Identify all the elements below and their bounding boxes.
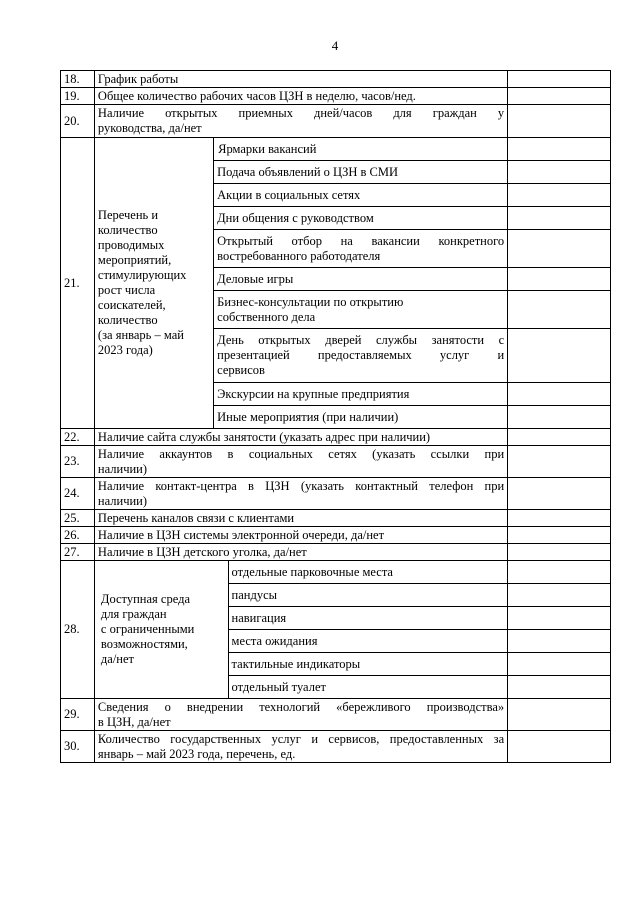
answer-cell[interactable] <box>508 446 611 478</box>
answer-cell[interactable] <box>508 230 611 268</box>
row-question: Наличие в ЦЗН детского уголка, да/нет <box>94 544 507 561</box>
answer-cell[interactable] <box>508 699 611 731</box>
question-line: в ЦЗН, да/нет <box>97 714 171 729</box>
table-row <box>61 105 611 138</box>
table-row <box>61 510 611 527</box>
row-question <box>94 731 507 763</box>
answer-cell[interactable] <box>508 383 611 406</box>
sub-item: Экскурсии на крупные предприятия <box>214 383 508 406</box>
row-question <box>94 105 507 138</box>
row-question: Перечень каналов связи с клиентами <box>94 510 507 527</box>
answer-cell[interactable] <box>508 731 611 763</box>
label-line: да/нет <box>100 652 135 666</box>
row-question <box>94 561 228 699</box>
answer-cell[interactable] <box>508 184 611 207</box>
table-row <box>61 478 611 510</box>
sub-item: Подача объявлений о ЦЗН в СМИ <box>214 161 508 184</box>
sub-item: Иные мероприятия (при наличии) <box>214 406 508 429</box>
sub-item: Деловые игры <box>214 268 508 291</box>
answer-cell[interactable] <box>508 584 611 607</box>
answer-cell[interactable] <box>508 207 611 230</box>
row-question: График работы <box>94 71 507 88</box>
sub-item: места ожидания <box>228 630 508 653</box>
row-number: 30. <box>61 731 95 763</box>
table-row <box>61 138 611 161</box>
answer-cell[interactable] <box>508 268 611 291</box>
label-line: с ограниченными <box>100 622 195 636</box>
answer-cell[interactable] <box>508 676 611 699</box>
answer-cell[interactable] <box>508 429 611 446</box>
row-number: 22. <box>61 429 95 446</box>
sub-item <box>214 230 508 268</box>
answer-cell[interactable] <box>508 291 611 329</box>
table-row <box>61 699 611 731</box>
label-line: рост числа <box>97 283 156 297</box>
row-question: Общее количество рабочих часов ЦЗН в неделю, часов/нед. <box>94 88 507 105</box>
answer-cell[interactable] <box>508 607 611 630</box>
table-row <box>61 446 611 478</box>
table-row <box>61 88 611 105</box>
sub-item: пандусы <box>228 584 508 607</box>
label-line: количество <box>97 223 158 237</box>
label-line: 2023 года) <box>97 343 153 357</box>
label-line: мероприятий, <box>97 253 172 267</box>
question-line: Наличие контакт-центра в ЦЗН (указать контактный телефон при <box>97 478 505 493</box>
sub-item-line: сервисов <box>217 363 265 377</box>
answer-cell[interactable] <box>508 161 611 184</box>
label-line: Перечень и <box>97 208 159 222</box>
sub-item: Дни общения с руководством <box>214 207 508 230</box>
page-number: 4 <box>331 38 339 53</box>
row-number: 25. <box>61 510 95 527</box>
sub-item <box>214 329 508 383</box>
answer-cell[interactable] <box>508 653 611 676</box>
answer-cell[interactable] <box>508 71 611 88</box>
questionnaire-table <box>60 70 611 763</box>
table-row <box>61 527 611 544</box>
answer-cell[interactable] <box>508 88 611 105</box>
answer-cell[interactable] <box>508 544 611 561</box>
table-row <box>61 544 611 561</box>
sub-item-line: День открытых дверей службы занятости с <box>217 333 505 347</box>
question-line: Сведения о внедрении технологий «бережливого производства» <box>97 699 505 714</box>
answer-cell[interactable] <box>508 329 611 383</box>
row-number: 19. <box>61 88 95 105</box>
question-line: Наличие аккаунтов в социальных сетях (указать ссылки при <box>97 446 505 461</box>
table-row <box>61 731 611 763</box>
question-line: Количество государственных услуг и сервисов, предоставленных за <box>97 731 505 746</box>
row-number: 23. <box>61 446 95 478</box>
sub-item-line: собственного дела <box>217 309 316 324</box>
answer-cell[interactable] <box>508 510 611 527</box>
sub-item: отдельный туалет <box>228 676 508 699</box>
table-row <box>61 561 611 584</box>
row-number: 18. <box>61 71 95 88</box>
row-number: 20. <box>61 105 95 138</box>
sub-item-line: Открытый отбор на вакансии конкретного <box>217 233 505 248</box>
table-row <box>61 429 611 446</box>
row-number: 21. <box>61 138 95 429</box>
answer-cell[interactable] <box>508 561 611 584</box>
sub-item-line: востребованного работодателя <box>217 248 381 263</box>
answer-cell[interactable] <box>508 105 611 138</box>
label-line: Доступная среда <box>100 592 190 606</box>
sub-item: Ярмарки вакансий <box>214 138 508 161</box>
row-question: Наличие в ЦЗН системы электронной очереди, да/нет <box>94 527 507 544</box>
answer-cell[interactable] <box>508 527 611 544</box>
sub-item-line: презентацией предоставляемых услуг и <box>217 348 505 362</box>
answer-cell[interactable] <box>508 630 611 653</box>
row-question <box>94 138 213 429</box>
question-line: наличии) <box>97 493 148 508</box>
sub-item-line: Бизнес-консультации по открытию <box>217 294 404 309</box>
label-line: возможностями, <box>100 637 188 651</box>
answer-cell[interactable] <box>508 478 611 510</box>
row-question: Наличие сайта службы занятости (указать адрес при наличии) <box>94 429 507 446</box>
row-number: 27. <box>61 544 95 561</box>
sub-item: тактильные индикаторы <box>228 653 508 676</box>
answer-cell[interactable] <box>508 138 611 161</box>
row-number: 26. <box>61 527 95 544</box>
label-line: стимулирующих <box>97 268 187 282</box>
row-number: 24. <box>61 478 95 510</box>
sub-item <box>214 291 508 329</box>
sub-item: навигация <box>228 607 508 630</box>
label-line: проводимых <box>97 238 165 252</box>
sub-item: отдельные парковочные места <box>228 561 508 584</box>
label-line: соискателей, <box>97 298 166 312</box>
label-line: (за январь – май <box>97 328 184 342</box>
question-line: январь – май 2023 года, перечень, ед. <box>97 746 296 761</box>
table-row <box>61 71 611 88</box>
answer-cell[interactable] <box>508 406 611 429</box>
label-line: для граждан <box>100 607 167 621</box>
row-number: 28. <box>61 561 95 699</box>
question-line: Наличие открытых приемных дней/часов для граждан у <box>97 106 505 120</box>
row-question <box>94 699 507 731</box>
question-line: наличии) <box>97 461 148 476</box>
question-line: руководства, да/нет <box>97 121 202 135</box>
sub-item: Акции в социальных сетях <box>214 184 508 207</box>
row-number: 29. <box>61 699 95 731</box>
label-line: количество <box>97 313 158 327</box>
row-question <box>94 478 507 510</box>
row-question <box>94 446 507 478</box>
